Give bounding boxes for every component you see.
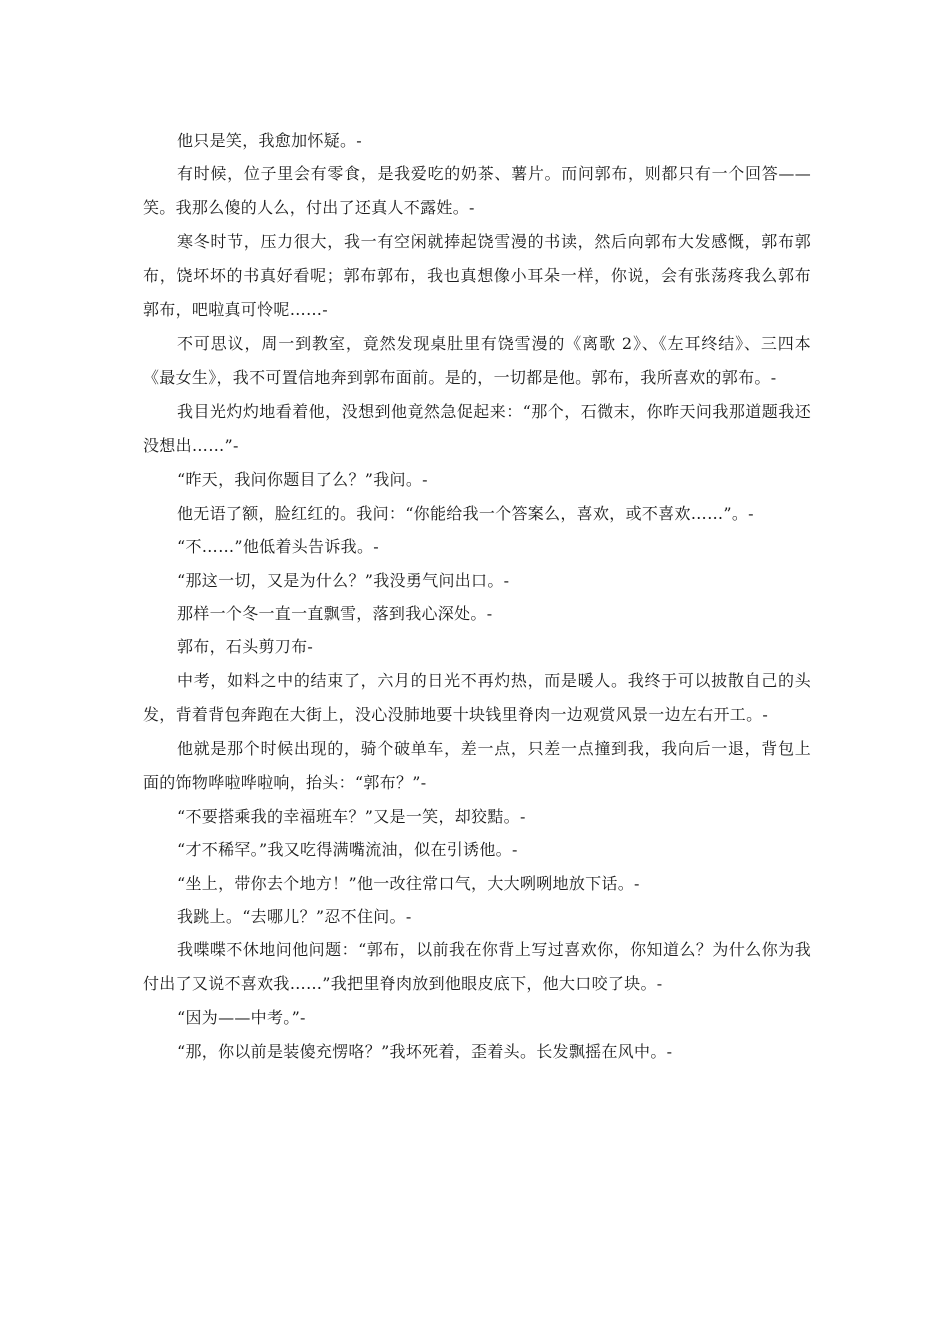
paragraph-13: 他就是那个时候出现的，骑个破单车，差一点，只差一点撞到我，我向后一退，背包上面的饰物哗啦哗啦响，抬头：“郭布？”-: [143, 738, 811, 792]
paragraph-3: 寒冬时节，压力很大，我一有空闲就捧起饶雪漫的书读，然后向郭布大发感慨，郭布郭布，饶坏坏的书真好看呢；郭布郭布，我也真想像小耳朵一样，你说，会有张荡疼我么郭布郭布，吧啦真可怜呢……-: [143, 232, 811, 320]
story-text: [143, 124, 811, 1068]
paragraph-2: 有时候，位子里会有零食，是我爱吃的奶茶、薯片。而问郭布，则都只有一个回答——笑。我那么傻的人么，付出了还真人不露姓。-: [143, 164, 811, 218]
paragraph-5: 我目光灼灼地看着他，没想到他竟然急促起来：“那个，石微末，你昨天问我那道题我还没想出……”-: [143, 402, 811, 456]
paragraph-1: 他只是笑，我愈加怀疑。-: [177, 131, 363, 150]
paragraph-14: “不要搭乘我的幸福班车？”又是一笑，却狡黠。-: [177, 806, 526, 826]
paragraph-20: “那，你以前是装傻充愣咯？”我坏死着，歪着头。长发飘摇在风中。-: [177, 1041, 673, 1061]
section-heading: 郭布，石头剪刀布-: [177, 637, 314, 657]
paragraph-19: “因为——中考。”-: [177, 1008, 306, 1028]
paragraph-12: 中考，如料之中的结束了，六月的日光不再灼热，而是暖人。我终于可以披散自己的头发，背着背包奔跑在大街上，没心没肺地要十块钱里脊肉一边观赏风景一边左右开工。-: [143, 670, 811, 724]
paragraph-8: “不……”他低着头告诉我。-: [177, 537, 379, 557]
paragraph-10: 那样一个冬一直一直飘雪，落到我心深处。-: [177, 604, 493, 624]
paragraph-15: “才不稀罕。”我又吃得满嘴流油，似在引诱他。-: [177, 840, 518, 860]
paragraph-17: 我跳上。“去哪儿？”忍不住问。-: [177, 907, 412, 927]
paragraph-16: “坐上，带你去个地方！”他一改往常口气，大大咧咧地放下话。-: [177, 873, 640, 893]
paragraph-4: 不可思议，周一到教室，竟然发现桌肚里有饶雪漫的《离歌 2》、《左耳终结》、三四本《最女生》，我不可置信地奔到郭布面前。是的，一切都是他。郭布，我所喜欢的郭布。-: [143, 334, 811, 388]
paragraph-7: 他无语了额，脸红红的。我问：“你能给我一个答案么，喜欢，或不喜欢……”。-: [177, 503, 754, 523]
paragraph-6: “昨天，我问你题目了么？”我问。-: [177, 470, 428, 490]
paragraph-18: 我喋喋不休地问他问题：“郭布，以前我在你背上写过喜欢你，你知道么？为什么你为我付出了又说不喜欢我……”我把里脊肉放到他眼皮底下，他大口咬了块。-: [143, 940, 811, 994]
paragraph-9: “那这一切，又是为什么？”我没勇气问出口。-: [177, 570, 510, 590]
